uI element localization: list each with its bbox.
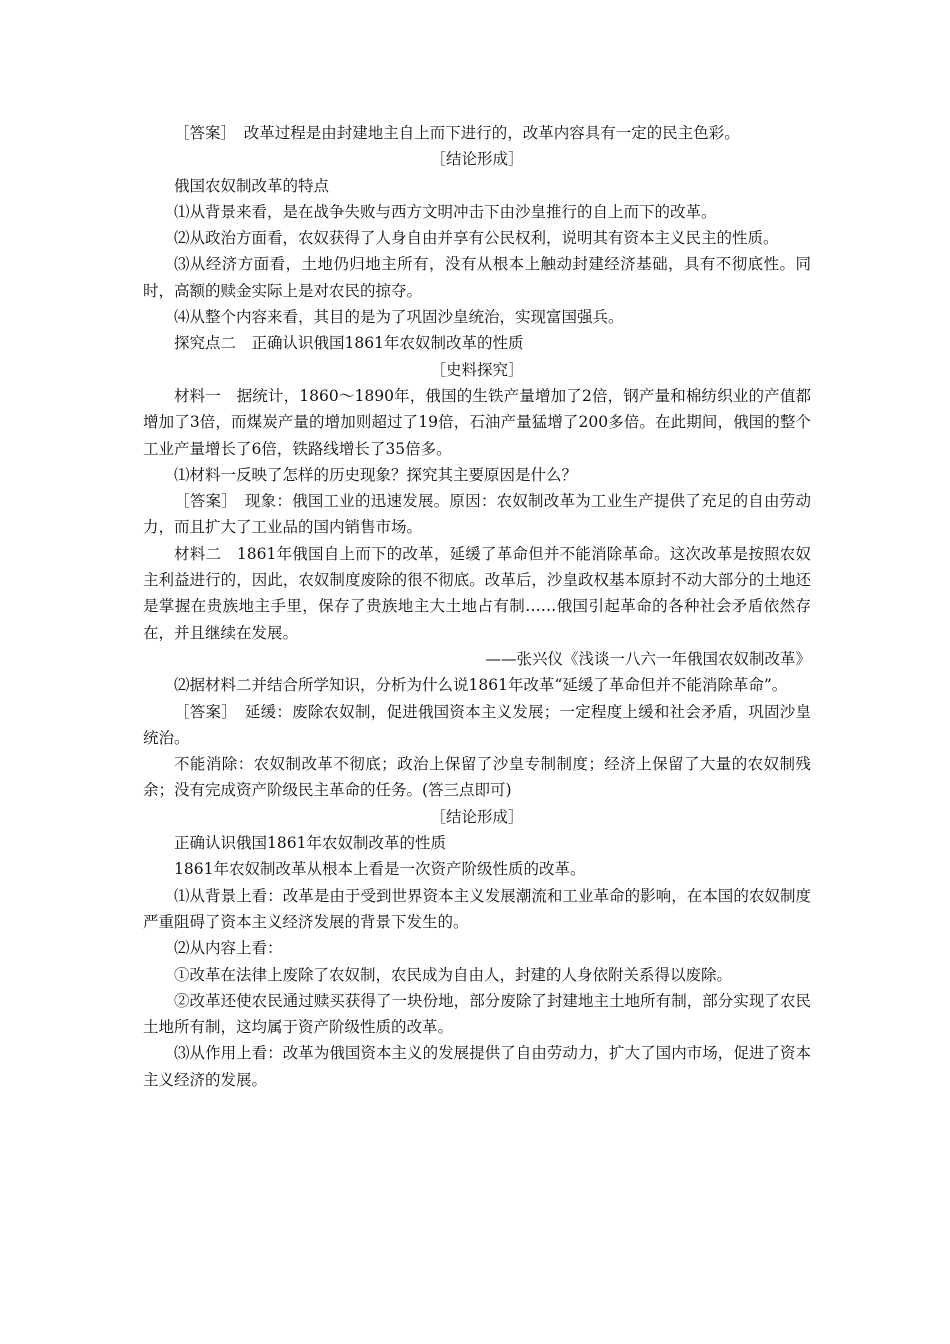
list-item: ⑷从整个内容来看，其目的是为了巩固沙皇统治，实现富国强兵。 xyxy=(174,308,624,327)
list-item: ⑶从经济方面看，土地仍归地主所有，没有从根本上触动封建经济基础，具有不彻底性。同时，高额的赎金实际上是对农民的掠夺。 xyxy=(143,255,811,300)
answer-paragraph: ［答案］ 延缓：废除农奴制，促进俄国资本主义发展；一定程度上缓和社会矛盾，巩固沙皇统治。 xyxy=(143,702,811,747)
question-paragraph: ⑵据材料二并结合所学知识，分析为什么说1861年改革“延缓了革命但并不能消除革命”。 xyxy=(174,676,788,695)
answer-paragraph: ［答案］ 现象：俄国工业的迅速发展。原因：农奴制改革为工业生产提供了充足的自由劳动力，而且扩大了工业品的国内销售市场。 xyxy=(143,492,811,537)
body-paragraph: 1861年农奴制改革从根本上看是一次资产阶级性质的改革。 xyxy=(174,860,586,879)
sub-list-item: ①改革在法律上废除了农奴制，农民成为自由人，封建的人身依附关系得以废除。 xyxy=(174,965,733,984)
subheading: 正确认识俄国1861年农奴制改革的性质 xyxy=(174,834,446,853)
material-paragraph: 材料一 据统计，1860～1890年，俄国的生铁产量增加了2倍，钢产量和棉纺织业的产值都增加了3倍，而煤炭产量的增加则超过了19倍，石油产量猛增了200多倍。在此期间，俄国的整个工业产量增长了6倍，铁路线增长了35倍多。 xyxy=(143,386,811,458)
section-heading-conclusion: ［结论形成］ xyxy=(430,807,524,826)
list-item: ⑶从作用上看：改革为俄国资本主义的发展提供了自由劳动力，扩大了国内市场，促进了资本主义经济的发展。 xyxy=(143,1044,811,1089)
list-item: ⑴从背景上看：改革是由于受到世界资本主义发展潮流和工业革命的影响，在本国的农奴制度严重阻碍了资本主义经济发展的背景下发生的。 xyxy=(143,886,811,931)
question-paragraph: ⑴材料一反映了怎样的历史现象？探究其主要原因是什么？ xyxy=(174,465,578,484)
document-page xyxy=(143,120,811,1093)
answer-paragraph: ［答案］ 改革过程是由封建地主自上而下进行的，改革内容具有一定的民主色彩。 xyxy=(174,124,740,142)
section-heading-sources: ［史料探究］ xyxy=(430,360,524,379)
list-item: ⑴从背景来看，是在战争失败与西方文明冲击下由沙皇推行的自上而下的改革。 xyxy=(174,202,717,221)
citation: ——张兴仪《浅谈一八六一年俄国农奴制改革》 xyxy=(485,649,811,668)
list-item: ⑵从政治方面看，农奴获得了人身自由并享有公民权利，说明其有资本主义民主的性质。 xyxy=(174,229,779,248)
answer-paragraph: 不能消除：农奴制改革不彻底；政治上保留了沙皇专制制度；经济上保留了大量的农奴制残余；没有完成资产阶级民主革命的任务。(答三点即可) xyxy=(143,755,811,800)
sub-list-item: ②改革还使农民通过赎买获得了一块份地，部分废除了封建地主土地所有制，部分实现了农民土地所有制，这均属于资产阶级性质的改革。 xyxy=(143,991,811,1037)
material-paragraph: 材料二 1861年俄国自上而下的改革，延缓了革命但并不能消除革命。这次改革是按照农奴主利益进行的，因此，农奴制度废除的很不彻底。改革后，沙皇政权基本原封不动大部分的土地还是掌握在贵族地主手里，保存了贵族地主大土地占有制……俄国引起革命的各种社会矛盾依然存在，并且继续在发展。 xyxy=(143,544,811,642)
section-heading-conclusion: ［结论形成］ xyxy=(430,150,524,169)
subheading: 俄国农奴制改革的特点 xyxy=(174,176,330,195)
list-item: ⑵从内容上看： xyxy=(174,939,283,958)
inquiry-point-heading: 探究点二 正确认识俄国1861年农奴制改革的性质 xyxy=(174,334,524,353)
